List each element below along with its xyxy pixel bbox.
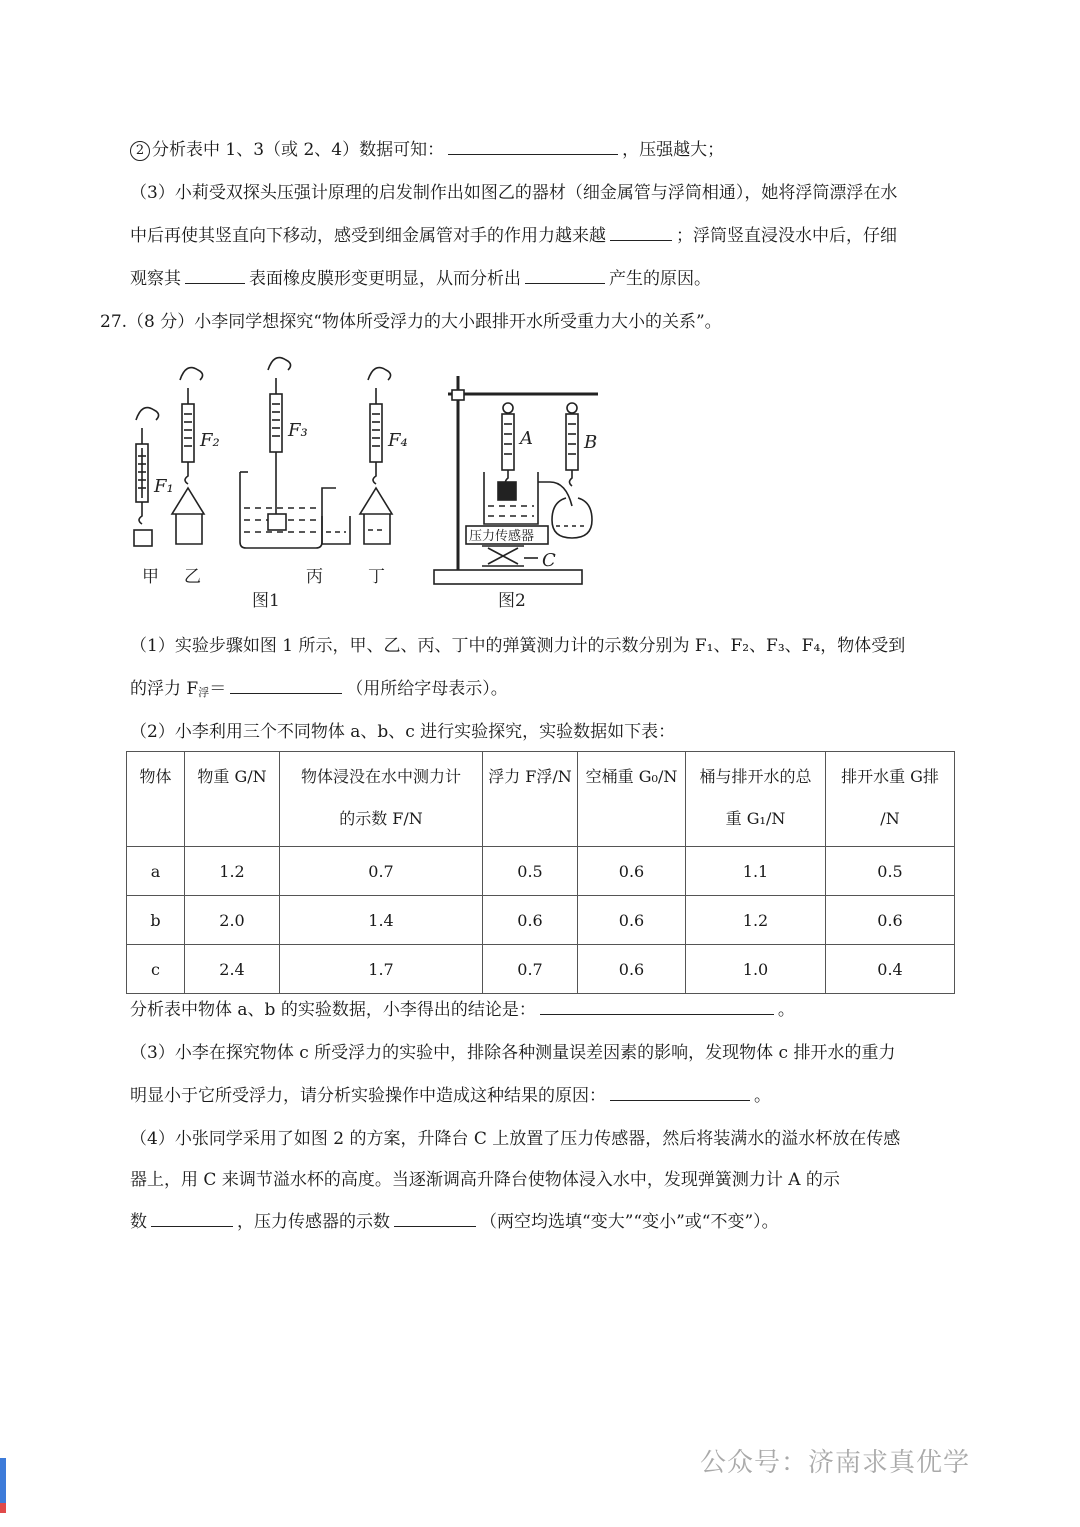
q26-line-b: （3）小莉受双探头压强计原理的启发制作出如图乙的器材（细金属管与浮筒相通），她将浮筒漂浮在水 <box>130 183 898 203</box>
q27-p2: （2）小李利用三个不同物体 a、b、c 进行实验探究，实验数据如下表： <box>130 722 676 742</box>
q27-p1-b: 的浮力 F浮＝ （用所给字母表示）。 <box>130 675 990 707</box>
table-cell: 2.0 <box>185 896 280 945</box>
table-header-cell: 物重 G/N <box>185 752 280 847</box>
answer-blank[interactable] <box>610 222 672 241</box>
fig1-label: 丁 <box>368 567 385 587</box>
table-cell: 0.6 <box>578 945 686 994</box>
table-cell: 0.6 <box>578 896 686 945</box>
answer-blank[interactable] <box>185 265 245 284</box>
table-cell: 1.0 <box>686 945 826 994</box>
fig1-caption: 图1 <box>252 591 280 611</box>
fig1-label: 甲 <box>142 567 159 587</box>
table-cell: 0.6 <box>826 896 955 945</box>
answer-blank[interactable] <box>610 1082 750 1101</box>
table-header-cell: 物体浸没在水中测力计 的示数 F/N <box>280 752 483 847</box>
q27-p4-b: 器上，用 C 来调节溢水杯的高度。当逐渐调高升降台使物体浸入水中，发现弹簧测力计 A 的示 <box>130 1170 840 1190</box>
table-header-cell: 浮力 F浮/N <box>483 752 578 847</box>
table-cell: 1.2 <box>185 847 280 896</box>
force-label: F₁ <box>154 476 174 497</box>
table-cell: 1.4 <box>280 896 483 945</box>
q27-p1-a: （1）实验步骤如图 1 所示，甲、乙、丙、丁中的弹簧测力计的示数分别为 F₁、F₂、F₃、F₄，物体受到 <box>130 636 906 656</box>
q26-line-c: 中后再使其竖直向下移动，感受到细金属管对手的作用力越来越 ；浮筒竖直浸没水中后，仔细 <box>130 222 990 250</box>
table-header-cell: 排开水重 G排 /N <box>826 752 955 847</box>
lift-c-label: C <box>542 550 556 571</box>
force-label: F₄ <box>388 430 408 451</box>
table-cell: 0.5 <box>483 847 578 896</box>
answer-blank[interactable] <box>448 136 618 155</box>
experiment-figures <box>128 348 608 618</box>
table-cell: 1.2 <box>686 896 826 945</box>
q27-conclusion-line: 分析表中物体 a、b 的实验数据，小李得出的结论是： 。 <box>130 996 990 1024</box>
table-cell: 0.5 <box>826 847 955 896</box>
table-cell: 1.1 <box>686 847 826 896</box>
table-header-cell: 桶与排开水的总 重 G₁/N <box>686 752 826 847</box>
q27-p4-c: 数 ，压力传感器的示数 （两空均选填“变大”“变小”或“不变”）。 <box>130 1208 990 1236</box>
q27-p3-b: 明显小于它所受浮力，请分析实验操作中造成这种结果的原因： 。 <box>130 1082 990 1110</box>
circled-number: 2 <box>130 141 150 161</box>
table-cell: 0.4 <box>826 945 955 994</box>
data-table <box>126 751 955 994</box>
q27-p3-a: （3）小李在探究物体 c 所受浮力的实验中，排除各种测量误差因素的影响，发现物体 c 排开水的重力 <box>130 1043 896 1063</box>
scale-a-label: A <box>520 428 533 449</box>
watermark: 公众号：济南求真优学 <box>700 1448 971 1478</box>
fig1-ding-scale <box>360 368 392 544</box>
answer-blank[interactable] <box>394 1208 476 1227</box>
table-row <box>127 847 955 896</box>
table-header-cell: 物体 <box>127 752 185 847</box>
answer-blank[interactable] <box>540 996 774 1015</box>
fig2-apparatus <box>434 376 598 584</box>
answer-blank[interactable] <box>151 1208 233 1227</box>
edge-marker <box>0 1503 6 1513</box>
scale-b-label: B <box>584 432 598 453</box>
table-cell: 2.4 <box>185 945 280 994</box>
table-cell: 0.7 <box>483 945 578 994</box>
fig2-caption: 图2 <box>498 591 526 611</box>
q26-line-a: 2 分析表中 1、3（或 2、4）数据可知： ，压强越大； <box>130 136 990 164</box>
table-row <box>127 945 955 994</box>
fig1-yi-scale <box>172 368 204 544</box>
answer-blank[interactable] <box>525 265 605 284</box>
fig1-label: 丙 <box>306 567 323 587</box>
table-cell: 0.6 <box>483 896 578 945</box>
table-cell: 0.6 <box>578 847 686 896</box>
table-header-row <box>127 752 955 847</box>
table-cell: 0.7 <box>280 847 483 896</box>
table-cell: 1.7 <box>280 945 483 994</box>
table-cell: b <box>127 896 185 945</box>
q27-title: 27.（8 分）小李同学想探究“物体所受浮力的大小跟排开水所受重力大小的关系”。 <box>100 312 722 332</box>
force-label: F₃ <box>288 420 308 441</box>
q26-line-d: 观察其 表面橡皮膜形变更明显，从而分析出 产生的原因。 <box>130 265 990 293</box>
table-header-cell: 空桶重 G₀/N <box>578 752 686 847</box>
fig1-label: 乙 <box>184 567 201 587</box>
sensor-label: 压力传感器 <box>469 529 535 544</box>
fig1-bing-setup <box>240 358 350 548</box>
q27-p4-a: （4）小张同学采用了如图 2 的方案，升降台 C 上放置了压力传感器，然后将装满水的溢水杯放在传感 <box>130 1129 901 1149</box>
table-row <box>127 896 955 945</box>
force-label: F₂ <box>200 430 220 451</box>
answer-blank[interactable] <box>230 675 342 694</box>
table-cell: a <box>127 847 185 896</box>
table-cell: c <box>127 945 185 994</box>
